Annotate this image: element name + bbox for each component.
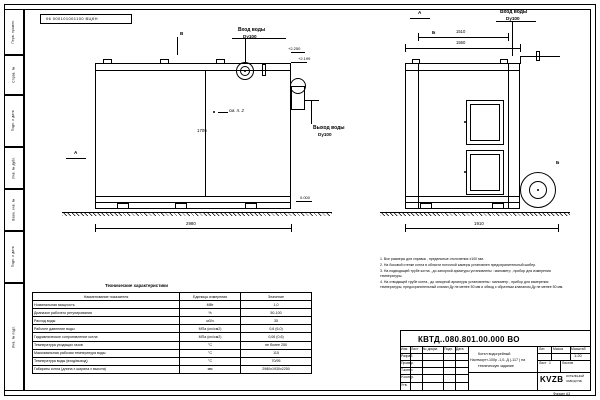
tech-cell-name: Рабочее давление воды	[33, 325, 180, 333]
right-body-edge-right	[508, 63, 509, 209]
stamp-sheets-col	[560, 360, 561, 372]
note-3: 3. На подводящей трубе котла , до запорной арматуры установлены : манометр , прибор для измерения температуры.	[380, 269, 551, 279]
tech-cell-name: Температура воды (вход/выход)	[33, 357, 180, 365]
right-inlet-pipe	[520, 56, 560, 57]
left-section-mark-b-line	[177, 37, 178, 55]
stamp-mass-header: Масса	[553, 347, 564, 351]
tech-cell-value: не более 250	[241, 341, 312, 349]
stamp-product-line-1: Наотмортт-100р -1,0- Д (-117 ) на	[470, 358, 526, 362]
stamp-head-izm: Изм	[401, 347, 408, 351]
right-dim-inner-tick-2	[508, 33, 509, 41]
left-inlet-pipe	[254, 70, 290, 71]
left-outlet-dn: Dy100	[318, 132, 332, 137]
tech-cell-value: 2980х1930х2250	[241, 365, 312, 373]
left-top-fitting-3	[216, 59, 225, 64]
right-body-edge-left	[418, 63, 419, 209]
right-dim-outer-line	[405, 48, 520, 49]
stamp-lit-divider	[537, 353, 591, 354]
tech-table	[32, 292, 312, 374]
stamp-designation: КВТД..080.801.00.000 ВО	[418, 335, 520, 344]
tech-cell-value: 0,06 (0,6)	[241, 333, 312, 341]
table-row	[33, 301, 312, 309]
left-dim-height-text: 1705	[197, 128, 207, 133]
margin-cell-4: Взам. инв. №	[4, 189, 24, 231]
table-row	[33, 341, 312, 349]
left-elev-top-line	[291, 62, 307, 63]
left-see-note-point	[213, 111, 215, 113]
tech-cell-unit: °C	[180, 349, 241, 357]
stamp-role-4: Утв.	[401, 383, 408, 387]
left-elev-mid-line	[291, 52, 305, 53]
margin-cell-3: Инв. № дубл.	[4, 147, 24, 189]
left-inlet-leader-drop	[245, 38, 246, 62]
tech-cell-name: Расход воды	[33, 317, 180, 325]
stamp-role-1: Провер.	[401, 361, 414, 365]
right-inlet-dn: Dy100	[506, 16, 520, 21]
right-inlet-label: Вход воды	[500, 9, 528, 15]
tech-cell-value: 115	[241, 349, 312, 357]
table-row	[33, 333, 312, 341]
tech-cell-name: Номинальная мощность	[33, 301, 180, 309]
tech-cell-unit: МПа (кгс/см2)	[180, 325, 241, 333]
tech-cell-value: 35	[241, 317, 312, 325]
stamp-head-podp: Подп.	[444, 347, 454, 351]
left-elev-zero: 0.000	[300, 195, 311, 200]
stamp-name-bottom-divider	[468, 372, 591, 373]
stamp-role-0: Разраб.	[401, 354, 414, 358]
note-2: 2. На боковой стенке котла в области поточной камеры установлен предохранительный шибер.	[380, 263, 537, 268]
right-section-mark-a: А	[418, 10, 422, 15]
left-ground-hatch	[62, 213, 332, 216]
right-support-1	[420, 203, 432, 209]
right-inlet-valve	[536, 51, 540, 61]
stamp-head-docum: № докум.	[423, 347, 438, 351]
notes-block	[380, 257, 565, 291]
right-body-bottom-rail	[405, 196, 520, 197]
right-inlet-leader	[496, 21, 536, 22]
right-front-door-lower-inner	[470, 154, 500, 191]
left-outlet-elbow	[290, 78, 306, 94]
format-note: Формат А3	[553, 392, 571, 396]
company-sub-2: ЗАВОД РЭК	[566, 379, 583, 383]
right-section-mark-b2: Б	[556, 160, 560, 165]
note-1: 1. Все размеры для справок , предельные отклонения ±100 мм.	[380, 257, 484, 261]
table-row	[33, 317, 312, 325]
margin-cell-5: Подп. и дата	[4, 231, 24, 283]
table-row	[33, 357, 312, 365]
tech-cell-name: Диапазон рабочего регулирования	[33, 309, 180, 317]
right-support-2	[492, 203, 504, 209]
left-dim-length-line	[95, 228, 291, 229]
stamp-head-list: Лист	[411, 347, 419, 351]
right-dim-total-tick-2	[558, 224, 559, 232]
left-section-mark-b: В	[180, 31, 184, 36]
right-dim-total-line	[405, 228, 558, 229]
left-see-note: см. п. 2	[229, 108, 244, 113]
left-dim-length-text: 2980	[186, 221, 196, 226]
stamp-head-data: Дата	[456, 347, 464, 351]
tech-cell-value: 0,6 (6,0)	[241, 325, 312, 333]
tech-cell-unit: МПа (кгс/см2)	[180, 333, 241, 341]
margin-cell-6: Инв. № подл.	[4, 283, 24, 391]
table-row	[33, 309, 312, 317]
tech-cell-value: 1,0	[241, 301, 312, 309]
left-support-2	[175, 203, 187, 209]
note-4: 4. На отводящей трубе котла , до запорной арматуры установлены : манометр , прибор для измерения температуры, предохранительный клапан Ду не менее 50 мм и обвод с обратным клапаном Ду не менее 50 мм.	[380, 280, 564, 290]
right-inlet-leader-drop	[512, 21, 513, 56]
tech-cell-unit: %	[180, 309, 241, 317]
tech-cell-unit: МВт	[180, 301, 241, 309]
stamp-product-line-0: Котел водогрейный	[478, 352, 511, 356]
left-section-mark-a-line	[66, 158, 86, 159]
stamp-lit-col	[551, 346, 552, 360]
left-inlet-label: Вход воды	[238, 27, 266, 33]
left-top-fitting-1	[103, 59, 112, 64]
tech-cell-name: Габариты котла (длина х ширина х высота)	[33, 365, 180, 373]
left-boiler-body	[95, 63, 291, 209]
margin-cell-0: Перв. примен.	[4, 9, 24, 55]
left-see-note-leader	[218, 112, 228, 113]
tech-cell-unit: мм	[180, 365, 241, 373]
stamp-scale-value: 1:20	[574, 353, 582, 358]
tech-header-value: Значение	[241, 293, 312, 301]
tech-cell-name: Максимальная рабочая температура воды	[33, 349, 180, 357]
stamp-row-5	[400, 382, 468, 383]
right-front-door-upper-inner	[470, 104, 500, 141]
tech-cell-unit: °C	[180, 341, 241, 349]
left-outlet-label: Выход воды	[313, 125, 345, 131]
right-dim-inner-tick-1	[418, 33, 419, 41]
left-inlet-dn: Dy100	[243, 34, 257, 39]
stamp-sheet-value: 1	[549, 361, 551, 365]
left-outlet-leader	[311, 100, 312, 124]
tech-header-name: Наименование показателя	[33, 293, 180, 301]
left-body-bottom-rail	[95, 196, 291, 197]
right-dim-total-text: 1910	[474, 221, 484, 226]
stamp-role-2: Т.контр.	[401, 368, 414, 372]
margin-cell-1: Справ. №	[4, 55, 24, 95]
tech-cell-unit: м3/ч	[180, 317, 241, 325]
right-dim-outer-tick-2	[520, 44, 521, 52]
tech-header-unit: Единицы измерения	[180, 293, 241, 301]
stamp-product-line-2: техническую задание	[478, 364, 514, 368]
left-elev-top: +2.199	[298, 56, 311, 61]
right-inlet-drop	[520, 56, 521, 64]
tech-cell-value: 70/95	[241, 357, 312, 365]
left-dim-length-tick-1	[95, 224, 96, 232]
tech-header-row	[33, 293, 312, 301]
right-ground-hatch	[380, 213, 570, 216]
left-elev-zero-line	[296, 201, 312, 202]
tech-table-title: Технические характеристики	[105, 283, 168, 288]
right-top-fitting-1	[412, 59, 420, 64]
right-dim-total-tick-1	[405, 224, 406, 232]
left-section-mark-a: А	[74, 150, 78, 155]
left-dim-length-tick-2	[291, 224, 292, 232]
right-dim-inner-line	[418, 37, 508, 38]
company-sub-1: КОТЕЛЬНЫЙ	[566, 374, 585, 378]
left-top-fitting-2	[160, 59, 169, 64]
table-row	[33, 365, 312, 373]
stamp-lit-header: Лит.	[539, 347, 546, 351]
table-row	[33, 349, 312, 357]
stamp-role-3: Н.контр.	[401, 375, 415, 379]
header-note-text: 06 000101001100 ВЦКН	[46, 16, 98, 21]
tech-cell-unit: °C	[180, 357, 241, 365]
stamp-col-5	[468, 346, 469, 391]
left-inlet-leader	[232, 38, 286, 39]
left-support-1	[117, 203, 129, 209]
left-outlet-pipe	[305, 100, 319, 101]
right-section-mark-b1: Б	[432, 30, 436, 35]
left-inlet-valve	[262, 64, 266, 76]
tech-cell-value: 50-100	[241, 309, 312, 317]
tech-cell-name: Гидравлическое сопротивление котла	[33, 333, 180, 341]
right-dim-outer-text: 1560	[456, 40, 466, 45]
right-dim-outer-tick-1	[405, 44, 406, 52]
left-support-3	[245, 203, 257, 209]
table-row	[33, 325, 312, 333]
stamp-scale-header: Масштаб	[571, 347, 586, 351]
margin-cell-2: Подп. и дата	[4, 95, 24, 147]
left-elev-mid: +2.250	[288, 46, 301, 51]
right-dim-inner-text: 1510	[456, 29, 466, 34]
stamp-sheets-header: Листов	[562, 361, 574, 365]
tech-cell-name: Температура уходящих газов	[33, 341, 180, 349]
right-section-mark-a-line	[410, 18, 430, 19]
company-logo: KVZB	[540, 375, 564, 384]
right-top-fitting-2	[500, 59, 508, 64]
right-body-top-rail	[405, 70, 520, 71]
stamp-sheet-header: Лист	[539, 361, 547, 365]
